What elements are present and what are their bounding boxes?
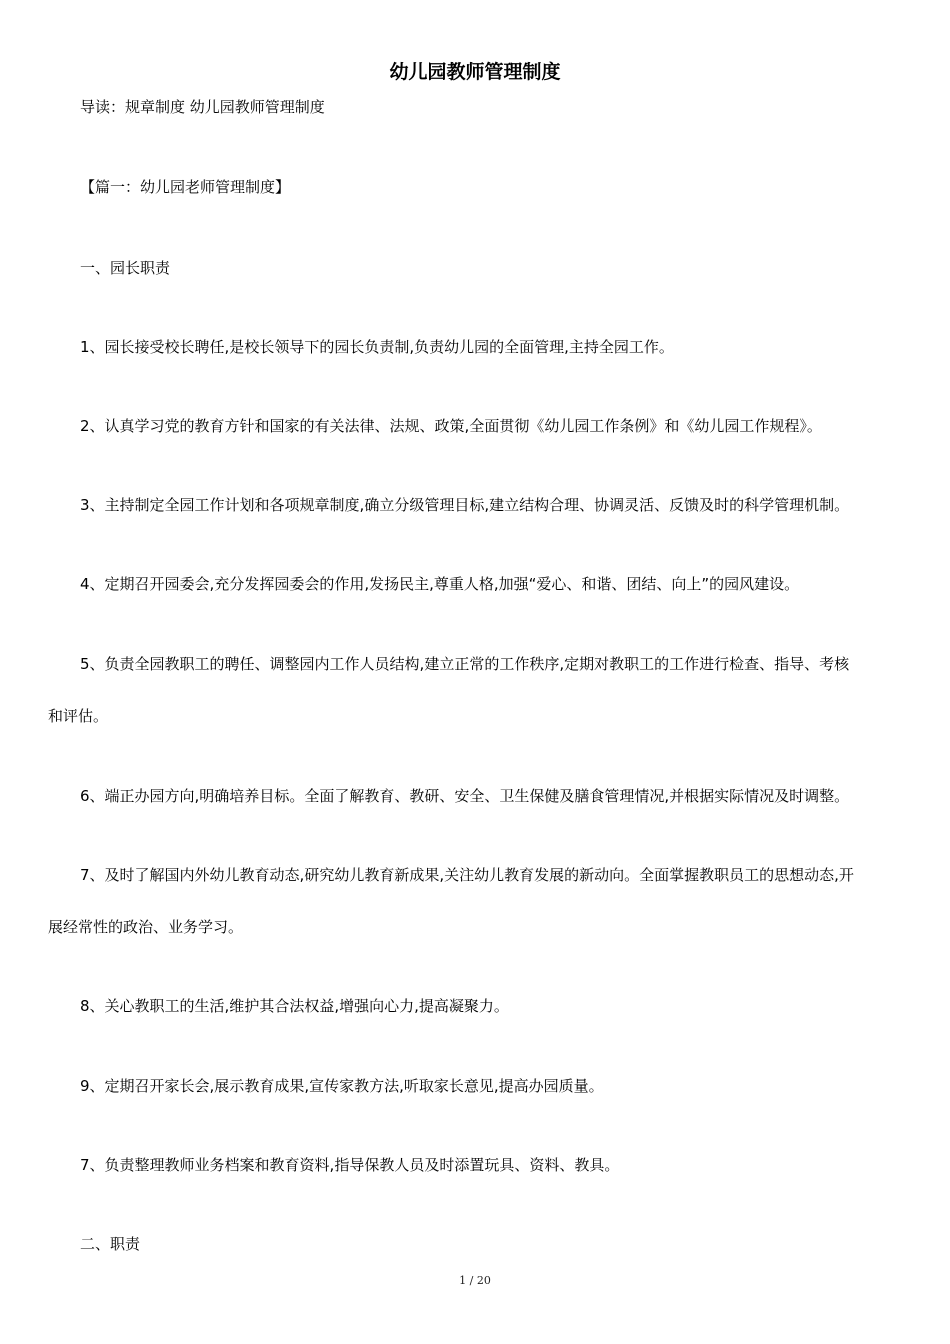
list-item: 8、关心教职工的生活,维护其合法权益,增强向心力,提高凝聚力。 <box>80 997 509 1015</box>
list-item: 7、负责整理教师业务档案和教育资料,指导保教人员及时添置玩具、资料、教具。 <box>80 1156 620 1174</box>
list-item-continuation: 展经常性的政治、业务学习。 <box>48 918 244 936</box>
page-number: 1 / 20 <box>459 1274 491 1287</box>
intro-line: 导读：规章制度 幼儿园教师管理制度 <box>80 98 325 116</box>
list-item: 9、定期召开家长会,展示教育成果,宣传家教方法,听取家长意见,提高办园质量。 <box>80 1077 604 1095</box>
list-item: 7、及时了解国内外幼儿教育动态,研究幼儿教育新成果,关注幼儿教育发展的新动向。全面掌握教职员工的思想动态,开 <box>80 866 854 884</box>
list-item: 5、负责全园教职工的聘任、调整园内工作人员结构,建立正常的工作秩序,定期对教职工的工作进行检查、指导、考核 <box>80 655 850 673</box>
list-item: 3、主持制定全园工作计划和各项规章制度,确立分级管理目标,建立结构合理、协调灵活、反馈及时的科学管理机制。 <box>80 496 850 514</box>
list-item-continuation: 和评估。 <box>48 707 109 725</box>
heading-principal-duties: 一、园长职责 <box>80 259 171 277</box>
document-title: 幼儿园教师管理制度 <box>389 61 561 83</box>
list-item: 1、园长接受校长聘任,是校长领导下的园长负责制,负责幼儿园的全面管理,主持全园工作。 <box>80 338 674 356</box>
list-item: 2、认真学习党的教育方针和国家的有关法律、法规、政策,全面贯彻《幼儿园工作条例》和《幼儿园工作规程》。 <box>80 417 822 435</box>
list-item: 4、定期召开园委会,充分发挥园委会的作用,发扬民主,尊重人格,加强“爱心、和谐、团结、向上”的园风建设。 <box>80 575 800 593</box>
section-header: 【篇一：幼儿园老师管理制度】 <box>80 178 291 196</box>
heading-duties: 二、职责 <box>80 1235 141 1253</box>
list-item: 6、端正办园方向,明确培养目标。全面了解教育、教研、安全、卫生保健及膳食管理情况,并根据实际情况及时调整。 <box>80 787 850 805</box>
